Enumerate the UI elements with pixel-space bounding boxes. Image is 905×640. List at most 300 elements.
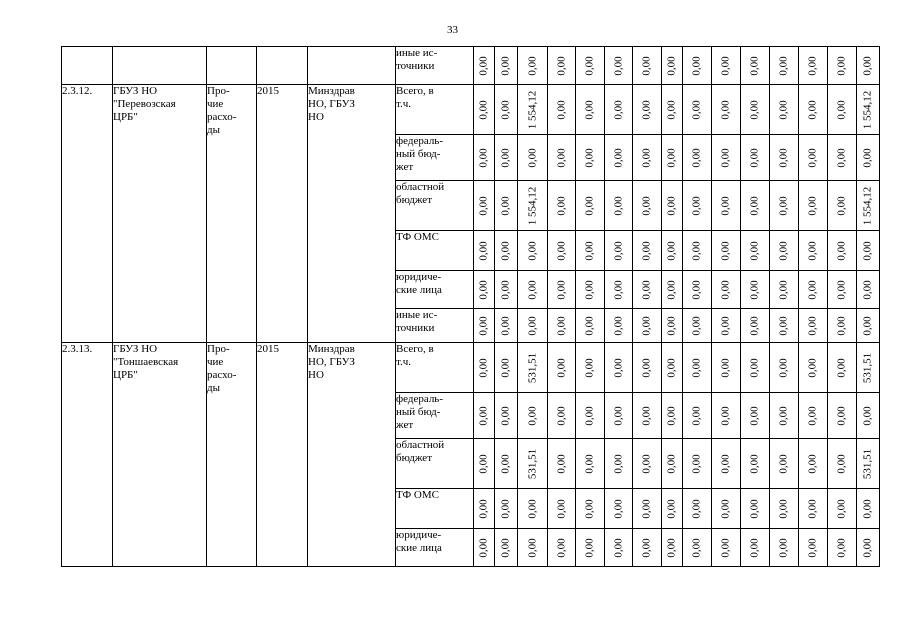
value-cell [799,47,828,85]
value-cell [633,529,662,567]
value-cell [857,343,880,393]
value-text: 0,00 [719,537,732,558]
executor: Минздрав НО, ГБУЗ НО [308,85,396,343]
value-cell [683,47,712,85]
value-text: 0,00 [777,537,790,558]
value-text: 0,00 [719,240,732,261]
value-text: 0,00 [640,537,653,558]
value-text: 0,00 [499,498,512,519]
value-text: 0,00 [499,55,512,76]
value-text: 531,51 [526,448,538,479]
value-text: 0,00 [806,315,819,336]
table-row [62,85,880,135]
value-cell [548,393,576,439]
value-text: 0,00 [526,55,538,76]
value-text: 0,00 [583,240,596,261]
value-cell [741,309,770,343]
value-cell [474,529,495,567]
value-text: 0,00 [555,55,567,76]
value-cell [712,47,741,85]
value-cell [662,489,683,529]
value-text: 0,00 [777,279,790,300]
value-cell [828,393,857,439]
value-cell [662,85,683,135]
value-cell [662,181,683,231]
value-text: 0,00 [555,240,567,261]
value-text: 0,00 [835,405,848,426]
value-cell [518,181,548,231]
value-cell [548,271,576,309]
value-text: 0,00 [806,357,819,378]
value-text: 0,00 [719,279,732,300]
value-cell [828,529,857,567]
value-text: 0,00 [806,195,819,216]
value-cell [662,393,683,439]
value-cell [633,271,662,309]
value-text: 0,00 [499,147,512,168]
value-text: 0,00 [665,453,678,474]
value-text: 0,00 [690,279,703,300]
value-text: 0,00 [861,498,874,519]
source-cell: ТФ ОМС [396,231,474,271]
value-text: 0,00 [806,147,819,168]
value-text: 0,00 [612,405,624,426]
value-cell [576,439,605,489]
value-cell [828,489,857,529]
value-text: 0,00 [806,453,819,474]
value-cell [633,85,662,135]
value-text: 0,00 [665,315,678,336]
value-text: 0,00 [477,405,490,426]
value-cell [518,135,548,181]
value-text: 0,00 [499,195,512,216]
value-cell [799,309,828,343]
value-cell [633,393,662,439]
value-text: 0,00 [806,537,819,558]
value-cell [576,309,605,343]
value-cell [474,439,495,489]
value-text: 0,00 [806,240,819,261]
value-cell [683,529,712,567]
value-cell [857,135,880,181]
value-cell [770,47,799,85]
value-text: 0,00 [719,315,732,336]
value-text: 0,00 [748,405,761,426]
source-cell: юридиче- ские лица [396,271,474,309]
value-text: 0,00 [555,498,567,519]
value-cell [605,529,633,567]
value-cell [605,439,633,489]
value-cell [770,231,799,271]
value-cell [548,439,576,489]
value-cell [518,393,548,439]
source-cell: федераль- ный бюд- жет [396,135,474,181]
value-cell [605,309,633,343]
value-cell [857,47,880,85]
value-cell [857,181,880,231]
value-text: 0,00 [477,55,490,76]
value-text: 0,00 [748,147,761,168]
value-cell [662,47,683,85]
value-text: 0,00 [499,315,512,336]
value-text: 0,00 [583,453,596,474]
value-text: 1 554,12 [861,90,874,129]
value-text: 0,00 [477,357,490,378]
value-text: 0,00 [640,498,653,519]
value-cell [712,85,741,135]
value-cell [662,309,683,343]
value-text: 0,00 [583,55,596,76]
value-cell [741,343,770,393]
value-text: 0,00 [555,453,567,474]
value-text: 0,00 [835,55,848,76]
value-cell [518,343,548,393]
value-cell [474,489,495,529]
value-text: 0,00 [583,537,596,558]
value-cell [662,231,683,271]
value-cell [770,343,799,393]
value-cell [633,309,662,343]
value-text: 0,00 [777,55,790,76]
value-text: 0,00 [555,147,567,168]
expense-type: Про- чие расхо- ды [207,343,257,567]
value-text: 1 554,12 [861,186,874,225]
value-text: 0,00 [555,405,567,426]
value-text: 0,00 [640,147,653,168]
value-text: 0,00 [555,537,567,558]
value-cell [683,271,712,309]
value-cell [770,135,799,181]
value-text: 0,00 [748,99,761,120]
value-cell [683,439,712,489]
value-cell [474,47,495,85]
value-cell [741,439,770,489]
value-text: 0,00 [806,279,819,300]
value-cell [605,489,633,529]
value-cell [474,85,495,135]
value-cell [683,393,712,439]
value-cell [741,85,770,135]
value-cell [828,135,857,181]
value-text: 0,00 [690,55,703,76]
value-text: 0,00 [612,498,624,519]
value-text: 0,00 [555,195,567,216]
value-cell [605,181,633,231]
value-cell [548,135,576,181]
value-cell [770,393,799,439]
value-text: 0,00 [665,195,678,216]
value-cell [857,85,880,135]
value-cell [495,529,518,567]
value-text: 0,00 [690,537,703,558]
value-text: 0,00 [748,498,761,519]
value-cell [712,309,741,343]
value-cell [518,439,548,489]
value-text: 0,00 [719,357,732,378]
value-cell [662,439,683,489]
value-cell [495,439,518,489]
value-cell [518,231,548,271]
value-text: 0,00 [690,405,703,426]
expense-type: Про- чие расхо- ды [207,85,257,343]
value-cell [548,529,576,567]
value-cell [799,489,828,529]
value-cell [712,181,741,231]
value-cell [741,489,770,529]
value-text: 0,00 [612,279,624,300]
value-text: 0,00 [583,195,596,216]
value-text: 0,00 [690,498,703,519]
value-text: 0,00 [806,55,819,76]
value-text: 0,00 [640,453,653,474]
value-text: 0,00 [806,405,819,426]
value-cell [799,181,828,231]
value-text: 0,00 [555,315,567,336]
value-text: 0,00 [526,240,538,261]
budget-table [61,46,880,567]
value-text: 0,00 [477,453,490,474]
source-cell: иные ис- точники [396,47,474,85]
value-cell [712,343,741,393]
value-cell [712,135,741,181]
value-text: 0,00 [861,315,874,336]
institution-name: ГБУЗ НО "Тоншаевская ЦРБ" [113,343,207,567]
value-text: 0,00 [583,498,596,519]
value-cell [474,231,495,271]
value-cell [662,529,683,567]
value-cell [548,309,576,343]
value-cell [474,271,495,309]
value-text: 0,00 [583,405,596,426]
value-cell [770,309,799,343]
value-cell [518,489,548,529]
value-cell [712,439,741,489]
year: 2015 [257,343,308,567]
value-cell [662,343,683,393]
value-text: 0,00 [499,357,512,378]
value-cell [495,489,518,529]
value-text: 0,00 [499,279,512,300]
value-text: 0,00 [583,357,596,378]
value-text: 0,00 [748,55,761,76]
value-text: 0,00 [555,279,567,300]
empty-cell [62,47,113,85]
value-cell [857,529,880,567]
value-cell [741,181,770,231]
value-cell [605,47,633,85]
value-text: 0,00 [612,240,624,261]
value-text: 0,00 [583,315,596,336]
value-cell [548,231,576,271]
source-cell: юридиче- ские лица [396,529,474,567]
value-cell [518,85,548,135]
value-text: 0,00 [719,147,732,168]
value-cell [857,439,880,489]
value-text: 0,00 [690,315,703,336]
value-cell [605,135,633,181]
empty-cell [113,47,207,85]
value-text: 0,00 [835,498,848,519]
table-row [62,343,880,393]
value-cell [576,135,605,181]
value-cell [828,271,857,309]
value-cell [576,47,605,85]
value-cell [576,85,605,135]
value-text: 0,00 [640,315,653,336]
value-cell [495,231,518,271]
value-cell [474,309,495,343]
value-cell [770,85,799,135]
value-text: 0,00 [583,279,596,300]
value-text: 0,00 [612,55,624,76]
value-text: 0,00 [835,147,848,168]
value-cell [548,47,576,85]
value-text: 0,00 [640,195,653,216]
value-text: 0,00 [861,279,874,300]
value-text: 0,00 [477,498,490,519]
source-cell: федераль- ный бюд- жет [396,393,474,439]
value-cell [857,309,880,343]
value-text: 0,00 [526,315,538,336]
value-cell [799,135,828,181]
value-text: 0,00 [499,537,512,558]
value-text: 0,00 [719,405,732,426]
value-text: 0,00 [748,537,761,558]
source-cell: Всего, в т.ч. [396,343,474,393]
value-text: 0,00 [719,99,732,120]
page-number: 33 [447,24,458,36]
value-cell [495,135,518,181]
value-text: 0,00 [612,315,624,336]
value-text: 0,00 [777,240,790,261]
value-cell [518,529,548,567]
year: 2015 [257,85,308,343]
value-text: 0,00 [612,147,624,168]
value-text: 0,00 [777,315,790,336]
value-text: 0,00 [526,498,538,519]
value-cell [799,529,828,567]
value-cell [576,343,605,393]
value-text: 0,00 [748,195,761,216]
value-cell [683,231,712,271]
value-cell [712,271,741,309]
value-text: 0,00 [806,498,819,519]
source-cell: областной бюджет [396,439,474,489]
value-text: 0,00 [806,99,819,120]
value-text: 0,00 [477,315,490,336]
value-cell [828,309,857,343]
value-text: 0,00 [777,357,790,378]
value-cell [605,85,633,135]
institution-name: ГБУЗ НО "Перевозская ЦРБ" [113,85,207,343]
value-text: 0,00 [719,55,732,76]
value-text: 0,00 [861,147,874,168]
value-cell [683,343,712,393]
value-cell [712,489,741,529]
value-text: 0,00 [526,147,538,168]
value-cell [741,529,770,567]
value-text: 0,00 [640,405,653,426]
value-text: 0,00 [612,99,624,120]
value-text: 0,00 [748,240,761,261]
value-cell [857,489,880,529]
value-cell [857,271,880,309]
value-text: 0,00 [861,537,874,558]
value-text: 0,00 [748,453,761,474]
item-code: 2.3.13. [62,343,113,567]
value-cell [828,85,857,135]
value-text: 0,00 [612,537,624,558]
value-cell [474,181,495,231]
value-cell [633,439,662,489]
value-cell [474,393,495,439]
table-row [62,47,880,85]
value-text: 0,00 [612,357,624,378]
value-text: 0,00 [719,453,732,474]
value-cell [576,529,605,567]
value-cell [828,439,857,489]
empty-cell [207,47,257,85]
item-code: 2.3.12. [62,85,113,343]
value-text: 0,00 [665,279,678,300]
value-text: 0,00 [477,195,490,216]
value-cell [474,343,495,393]
value-cell [662,135,683,181]
value-cell [576,181,605,231]
value-text: 0,00 [835,315,848,336]
value-cell [770,529,799,567]
value-cell [576,271,605,309]
source-cell: иные ис- точники [396,309,474,343]
value-text: 0,00 [526,537,538,558]
value-text: 0,00 [777,147,790,168]
value-text: 0,00 [835,99,848,120]
value-text: 0,00 [748,357,761,378]
value-cell [799,439,828,489]
value-text: 0,00 [690,99,703,120]
value-cell [683,309,712,343]
value-text: 0,00 [777,195,790,216]
value-cell [712,529,741,567]
value-cell [683,135,712,181]
value-text: 0,00 [477,147,490,168]
value-cell [857,393,880,439]
value-cell [576,231,605,271]
value-cell [495,309,518,343]
value-text: 0,00 [861,55,874,76]
value-cell [828,231,857,271]
value-text: 0,00 [640,99,653,120]
value-text: 0,00 [640,357,653,378]
value-text: 0,00 [777,498,790,519]
empty-cell [257,47,308,85]
executor: Минздрав НО, ГБУЗ НО [308,343,396,567]
value-cell [633,343,662,393]
value-text: 0,00 [640,279,653,300]
value-cell [605,343,633,393]
value-text: 0,00 [499,405,512,426]
value-cell [548,489,576,529]
value-text: 0,00 [555,99,567,120]
value-cell [633,47,662,85]
value-text: 0,00 [640,240,653,261]
value-text: 0,00 [555,357,567,378]
value-cell [741,47,770,85]
value-cell [712,393,741,439]
value-cell [828,343,857,393]
value-cell [495,181,518,231]
value-text: 0,00 [612,453,624,474]
